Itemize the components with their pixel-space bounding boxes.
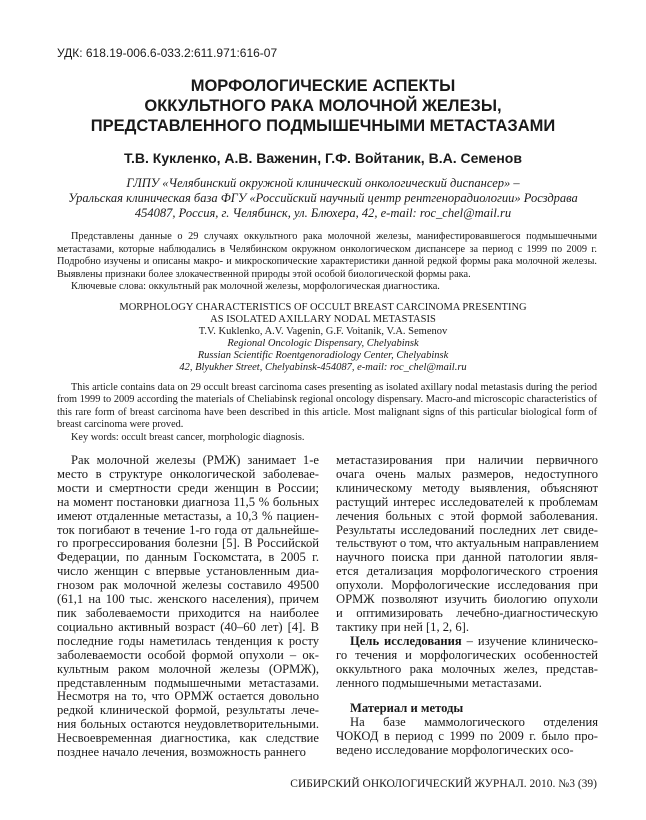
text-line: ния больных остаются неудовлетворительными. — [57, 717, 319, 732]
aim-label: Цель исследования — [350, 633, 462, 648]
text-line: число женщин с впервые установленным диа- — [57, 564, 319, 579]
article-title — [0, 76, 646, 136]
text-line: редкой клинической формой, результаты лече- — [57, 703, 319, 718]
text-line: очага очень малых размеров, недоступного — [336, 466, 598, 481]
text-line: клиническому методу выявления, объясняют — [336, 480, 598, 495]
keywords-ru: Ключевые слова: оккультный рак молочной железы, морфологическая диагностика. — [71, 281, 440, 292]
text-line: мости и смертности среди женщин в России; — [57, 480, 319, 495]
text-line: растущий интерес исследователей к проблемам — [336, 494, 598, 509]
affiliation-line: 454087, Россия, г. Челябинск, ул. Блюхера, 42, e-mail: roc_chel@mail.ru — [134, 206, 512, 220]
text-line: и оптимизировать лечебно-диагностическую — [336, 605, 598, 620]
keywords-en: Key words: occult breast cancer, morphologic diagnosis. — [71, 431, 305, 443]
en-affiliation-line: 42, Blyukher Street, Chelyabinsk-454087, e-mail: roc_chel@mail.ru — [179, 361, 467, 373]
affiliation-line: ГЛПУ «Челябинский окружной клинический онкологический диспансер» – — [126, 176, 520, 190]
abstract-ru — [57, 231, 597, 294]
affiliation — [40, 176, 606, 221]
text-line: научного поиска при данной патологии явля- — [336, 550, 598, 565]
en-title-line: MORPHOLOGY CHARACTERISTICS OF OCCULT BREAST CARCINOMA PRESENTING — [119, 301, 527, 313]
text-line: лечения больных с этой формой заболевания. — [336, 508, 598, 523]
text-line: культным раком молочной железы (ОРМЖ), — [57, 661, 319, 676]
text-line: место в структуре онкологической заболевае- — [57, 466, 319, 481]
abstract-en — [57, 382, 597, 445]
text-line: метастазирования при наличии первичного — [336, 453, 598, 467]
text-line: последние годы наметилась тенденция к росту — [57, 633, 319, 648]
aim-paragraph-line — [336, 635, 598, 649]
text-line: тельствуют о том, что актуальным направлением — [336, 536, 599, 551]
abstract-en-text: This article contains data on 29 occult breast carcinoma cases presenting as isolated axillary nodal metastasis during the period from 1999 to 2009 according the materials of Cheliabinsk regional oncology dispensary. Macro-and microscopic characteristics of this rare form of breast carcinoma have been described in this article. Most malignant signs of this particular biological form of breast carcinoma were proved. — [57, 381, 597, 430]
text-line: представленным подмышечными метастазами. — [57, 675, 319, 690]
text-line: тактику при ней [1, 2, 6]. — [336, 619, 469, 634]
text-line: заболеваемости особой формой опухоли – ок- — [57, 647, 319, 662]
text-line: опухоли. Морфологические исследования при — [336, 578, 598, 593]
aim-text: – изучение клиническо- — [461, 633, 598, 648]
methods-heading — [336, 702, 598, 716]
text-line: ЧОКОД в период с 1999 по 2009 г. было про- — [336, 729, 598, 744]
methods-heading-text: Материал и методы — [350, 701, 464, 716]
title-line: ОККУЛЬТНОГО РАКА МОЛОЧНОЙ ЖЕЛЕЗЫ, — [144, 97, 502, 115]
text-line: го течения и морфологических особенностей — [336, 647, 598, 662]
page-content — [0, 46, 646, 760]
journal-footer: СИБИРСКИЙ ОНКОЛОГИЧЕСКИЙ ЖУРНАЛ. 2010. №3 (39) — [290, 778, 597, 790]
text-line: пик заболеваемости приходится на наиболее — [57, 605, 319, 620]
text-line: (61,1 на 100 тыс. женского населения), причем — [57, 592, 319, 607]
text-line: на момент постановки диагноза 11,5 % больных — [57, 494, 319, 509]
text-line: Федерации, по данным Госкомстата, в 2005 г. — [57, 550, 319, 565]
body-columns — [57, 454, 646, 760]
intro-continued — [336, 454, 598, 635]
english-header — [0, 302, 646, 374]
text-line: позднее начало лечения, возможность раннего — [57, 745, 306, 760]
text-line: На базе маммологического отделения — [350, 715, 598, 730]
text-line: ленного подмышечными метастазами. — [336, 675, 542, 690]
text-line: Несвоевременная диагностика, как следствие — [57, 731, 319, 746]
text-line: имеют отдаленные метастазы, а 10,3 % пациен- — [57, 508, 319, 523]
text-line: ток погибают в течение 1-го года от дальнейше- — [57, 522, 319, 537]
en-authors: T.V. Kuklenko, A.V. Vagenin, G.F. Voitanik, V.A. Semenov — [198, 325, 448, 337]
title-line: ПРЕДСТАВЛЕННОГО ПОДМЫШЕЧНЫМИ МЕТАСТАЗАМИ — [90, 117, 556, 135]
methods-paragraph — [336, 716, 598, 758]
text-line: оккультного рака молочных желез, представ- — [336, 661, 598, 676]
text-line: го прогрессирования болезни [5]. В Российской — [57, 536, 319, 551]
text-line: ведено исследование морфологических осо- — [336, 743, 574, 758]
title-line: МОРФОЛОГИЧЕСКИЕ АСПЕКТЫ — [190, 77, 456, 95]
en-affiliation-line: Russian Scientific Roentgenoradiology Center, Chelyabinsk — [197, 349, 449, 361]
aim-paragraph — [336, 649, 598, 691]
text-line: ется детализация морфологического строения — [336, 564, 598, 579]
text-line: Рак молочной железы (РМЖ) занимает 1-е — [71, 453, 319, 467]
en-affiliation-line: Regional Oncologic Dispensary, Chelyabinsk — [227, 337, 419, 349]
udk-code: УДК: 618.19-006.6-033.2:611.971:616-07 — [57, 46, 278, 60]
text-line: гнозом рак молочной железы составило 49500 — [57, 578, 319, 593]
en-title-line: AS ISOLATED AXILLARY NODAL METASTASIS — [210, 313, 436, 325]
text-line: Несмотря на то, что ОРМЖ остается довольно — [57, 689, 319, 704]
body-column-right — [336, 454, 598, 760]
text-line: Результаты исследований последних лет свиде- — [336, 522, 598, 537]
authors: Т.В. Кукленко, А.В. Важенин, Г.Ф. Войтаник, В.А. Семенов — [124, 150, 522, 166]
abstract-ru-text: Представлены данные о 29 случаях оккультного рака молочной железы, манифестировавшегося подмышечными метастазами, которые наблюдались в Челябинском окружном онкологическом диспансере за период с 1999 по 2009 г. Подробно изучены и описаны макро- и микроскопические характеристики данной редкой формы рака молочной железы. Выявлены признаки более злокачественной природы этой особой биологической формы рака. — [57, 231, 597, 280]
affiliation-line: Уральская клиническая база ФГУ «Российский научный центр рентгенорадиологии» Росздрава — [68, 191, 578, 205]
text-line: ОРМЖ позволяют изучить биологию опухоли — [336, 592, 598, 607]
body-column-left — [57, 454, 319, 760]
text-line: социально активный возраст (40–60 лет) [4]. В — [57, 619, 319, 634]
